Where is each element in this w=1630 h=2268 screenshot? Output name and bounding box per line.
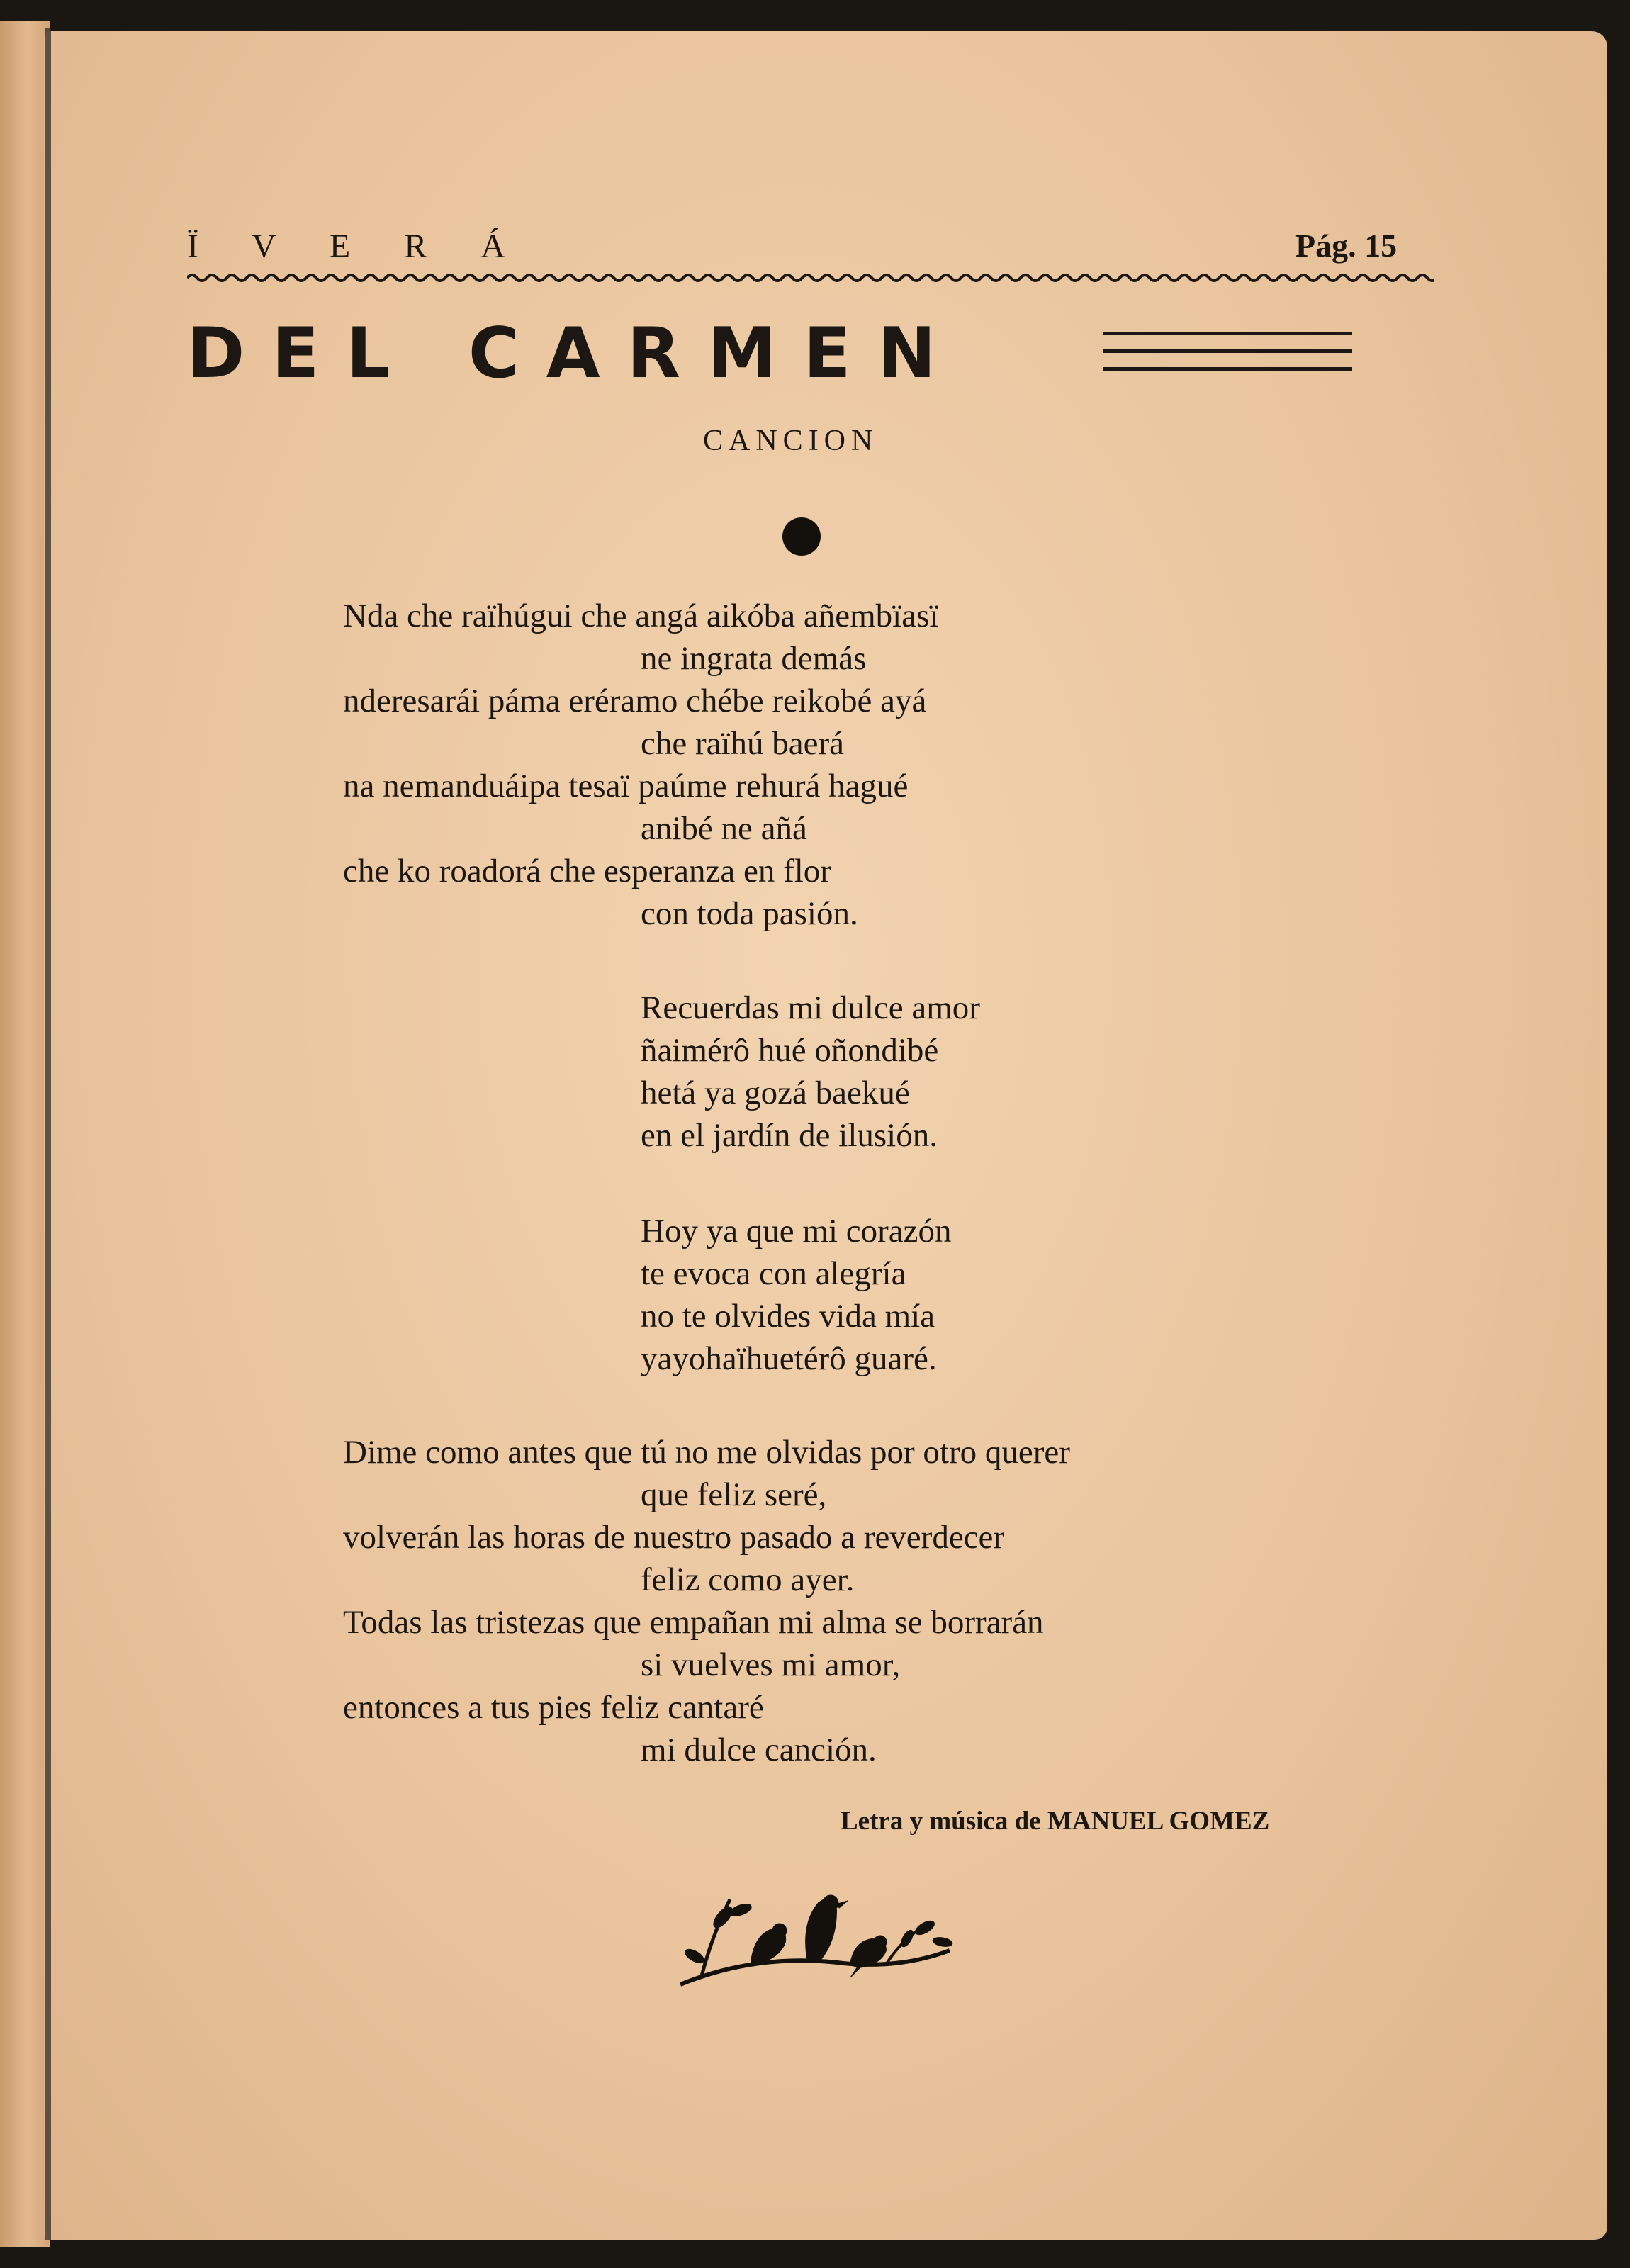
lyric-line: che ko roadorá che esperanza en flor (343, 853, 831, 889)
lyric-line: feliz como ayer. (641, 1561, 855, 1598)
song-subtitle: CANCION (703, 425, 879, 457)
title-rule (1103, 367, 1352, 371)
book-spine-edge (0, 21, 50, 2247)
dot-icon (782, 517, 821, 556)
running-title: Ï V E R Á (187, 228, 528, 265)
lyric-line: entonces a tus pies feliz cantaré (343, 1689, 764, 1726)
lyric-line: hetá ya gozá baekué (641, 1074, 910, 1111)
title-rule (1103, 332, 1352, 335)
lyric-line: mi dulce canción. (641, 1731, 877, 1768)
lyric-line: na nemanduáipa tesaï paúme rehurá hagué (343, 768, 909, 804)
lyric-line: ñaimérô hué oñondibé (641, 1032, 939, 1069)
lyric-line: con toda pasión. (641, 895, 858, 932)
lyric-line: en el jardín de ilusión. (641, 1117, 938, 1154)
lyric-line: volverán las horas de nuestro pasado a reverdecer (343, 1519, 1005, 1556)
page-number: Pág. 15 (1295, 228, 1398, 264)
lyric-line: Recuerdas mi dulce amor (641, 989, 980, 1026)
lyric-line: no te olvides vida mía (641, 1298, 935, 1335)
title-rules (1103, 332, 1352, 385)
wavy-rule (187, 271, 1434, 285)
lyric-line: Todas las tristezas que empañan mi alma se borrarán (343, 1604, 1044, 1641)
lyric-line: anibé ne añá (641, 810, 807, 847)
birds-on-branch-icon (673, 1885, 957, 1992)
lyric-line: Hoy ya que mi corazón (641, 1213, 952, 1250)
lyric-line: Dime como antes que tú no me olvidas por otro querer (343, 1434, 1070, 1471)
lyric-line: si vuelves mi amor, (641, 1646, 901, 1683)
lyric-line: te evoca con alegría (641, 1255, 906, 1292)
lyric-line: yayohaïhuetérô guaré. (641, 1340, 937, 1377)
lyric-line: che raïhú baerá (641, 725, 845, 762)
lyric-line: que feliz seré, (641, 1476, 827, 1513)
title-rule (1103, 349, 1352, 353)
lyric-line: Nda che raïhúgui che angá aikóba añembïasï (343, 597, 939, 634)
song-credit: Letra y música de MANUEL GOMEZ (841, 1807, 1270, 1836)
binding-gutter (45, 28, 51, 2240)
lyric-line: ne ingrata demás (641, 640, 867, 677)
song-title: DEL CARMEN (187, 313, 963, 394)
lyric-line: nderesarái páma eréramo chébe reikobé ayá (343, 683, 927, 719)
